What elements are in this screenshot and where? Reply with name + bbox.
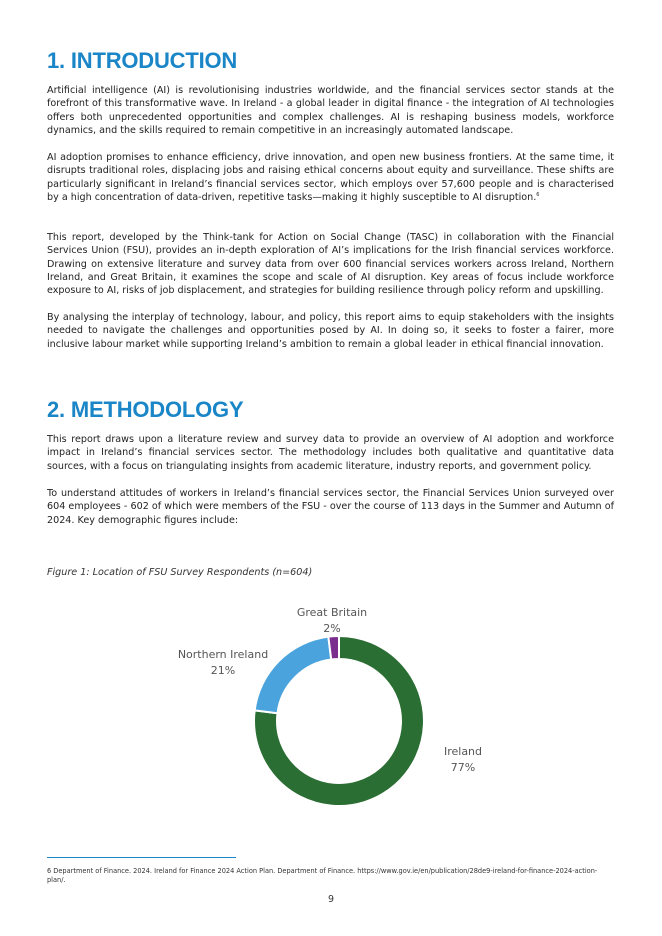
methodology-heading: 2. METHODOLOGY: [47, 397, 244, 422]
chart-slices: [254, 636, 424, 806]
donut-chart: [120, 598, 500, 828]
intro-paragraph-2-text: AI adoption promises to enhance efficiency, drive innovation, and open new business frontiers. At the same time, it disrupts traditional roles, displacing jobs and raising ethical concerns about equity and surveillance. These shifts are particularly significant in Ireland’s financial services sector, which employs over 57,600 people and is characterised by a high concentration of data-driven, repetitive tasks—making it highly susceptible to AI disruption.: [47, 152, 614, 203]
slice-great-britain: [328, 636, 339, 659]
methodology-paragraph-2: To understand attitudes of workers in Ireland’s financial services sector, the Financial Services Union surveyed over 604 employees - 602 of which were members of the FSU - over the course of 113 days in the Summer and Autumn of 2024. Key demographic figures include:: [47, 488, 614, 526]
page-number: 9: [327, 894, 335, 905]
intro-paragraph-3: This report, developed by the Think-tank for Action on Social Change (TASC) in collaboration with the Financial Services Union (FSU), provides an in-depth exploration of AI’s implications for the Irish financial services workforce. Drawing on extensive literature and survey data from over 600 financial services workers across Ireland, Northern Ireland, and Great Britain, it examines the scope and scale of AI disruption. Key areas of focus include workforce exposure to AI, risks of job displacement, and strategies for building resilience through policy reform and upskilling.: [47, 232, 614, 297]
value-ireland: 77%: [450, 761, 476, 774]
label-great-britain: Great Britain: [296, 606, 368, 619]
intro-paragraph-4: By analysing the interplay of technology, labour, and policy, this report aims to equip stakeholders with the insights needed to navigate the challenges and opportunities posed by AI. In doing so, it seeks to foster a fairer, more inclusive labour market while supporting Ireland’s ambition to remain a global leader in ethical financial innovation.: [47, 312, 614, 350]
value-great-britain: 2%: [323, 622, 341, 635]
figure-caption: Figure 1: Location of FSU Survey Respondents (n=604): [47, 567, 313, 578]
intro-paragraph-1: Artificial intelligence (AI) is revolutionising industries worldwide, and the financial services sector stands at the forefront of this transformative wave. In Ireland - a global leader in digital finance - the integration of AI technologies offers both unprecedented opportunities and complex challenges. AI is reshaping business models, workforce dynamics, and the skills required to remain competitive in an increasingly automated landscape.: [47, 85, 614, 136]
intro-paragraph-2: [47, 151, 614, 204]
footnote: 6 Department of Finance. 2024. Ireland for Finance 2024 Action Plan. Department of Finance. https://www.gov.ie/en/publication/28de9-ireland-for-finance-2024-action-plan/.: [47, 867, 598, 884]
chart-labels: [178, 606, 482, 774]
label-northern-ireland: Northern Ireland: [177, 648, 269, 661]
intro-heading: 1. INTRODUCTION: [47, 48, 238, 73]
footnote-divider: [47, 857, 236, 858]
value-northern-ireland: 21%: [210, 664, 236, 677]
footnote-ref: 6: [536, 191, 540, 198]
methodology-paragraph-1: This report draws upon a literature review and survey data to provide an overview of AI adoption and workforce impact in Ireland’s financial services sector. The methodology includes both qualitative and quantitative data sources, with a focus on triangulating insights from academic literature, industry reports, and government policy.: [47, 434, 614, 472]
label-ireland: Ireland: [443, 745, 483, 758]
